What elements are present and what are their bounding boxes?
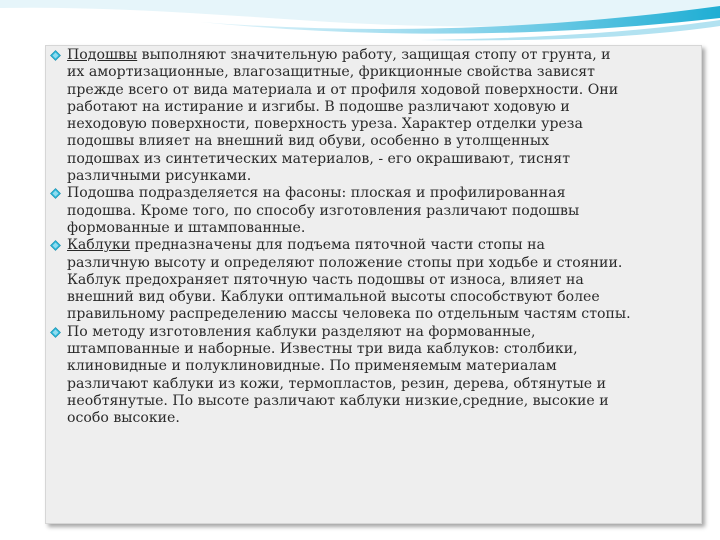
diamond-bullet-icon [50, 327, 61, 338]
item-text: Подошва подразделяется на фасоны: плоская и профилированная подошва. Кроме того, по способу изготовления различают подошвы формованные и штампованные. [67, 185, 580, 236]
term-soles: Подошвы [67, 47, 138, 63]
bullet-list [50, 47, 690, 428]
term-heels: Каблуки [67, 237, 131, 254]
list-item [50, 47, 690, 185]
item-text: По методу изготовления каблуки разделяют на формованные, штампованные и наборные. Известны три вида каблуков: столбики, клиновидные и полуклиновидные. По применяемым материалам различают каблуки из кожи, термопластов, резин, дерева, обтянутые и необтянутые. По высоте различают каблуки низкие,средние, высокие и особо высокие. [67, 323, 609, 427]
list-item [50, 185, 690, 237]
diamond-bullet-icon [50, 188, 61, 199]
item-text: Подошвы выполняют значительную работу, защищая стопу от грунта, и их амортизационные, влагозащитные, фрикционные свойства зависят прежде всего от вида материала и от профиля ходовой поверхности. Они работают на истирание и изгибы. В подошве различают ходовую и неходовую поверхности, поверхность уреза. Характер отделки уреза подошвы влияет на внешний вид обуви, особенно в утолщенных подошвах из синтетических материалов, - его окрашивают, тиснят различными рисунками. [67, 47, 619, 185]
list-item [50, 237, 690, 323]
list-item [50, 324, 690, 428]
diamond-bullet-icon [50, 240, 61, 251]
diamond-bullet-icon [50, 50, 61, 61]
item-text: Каблуки предназначены для подъема пяточной части стопы на различную высоту и определяют положение стопы при ходьбе и стоянии. Каблук предохраняет пяточную часть подошвы от износа, влияет на внешний вид обуви. Каблуки оптимальной высоты способствуют более правильному распределению массы человека по отдельным частям стопы. [67, 237, 631, 323]
